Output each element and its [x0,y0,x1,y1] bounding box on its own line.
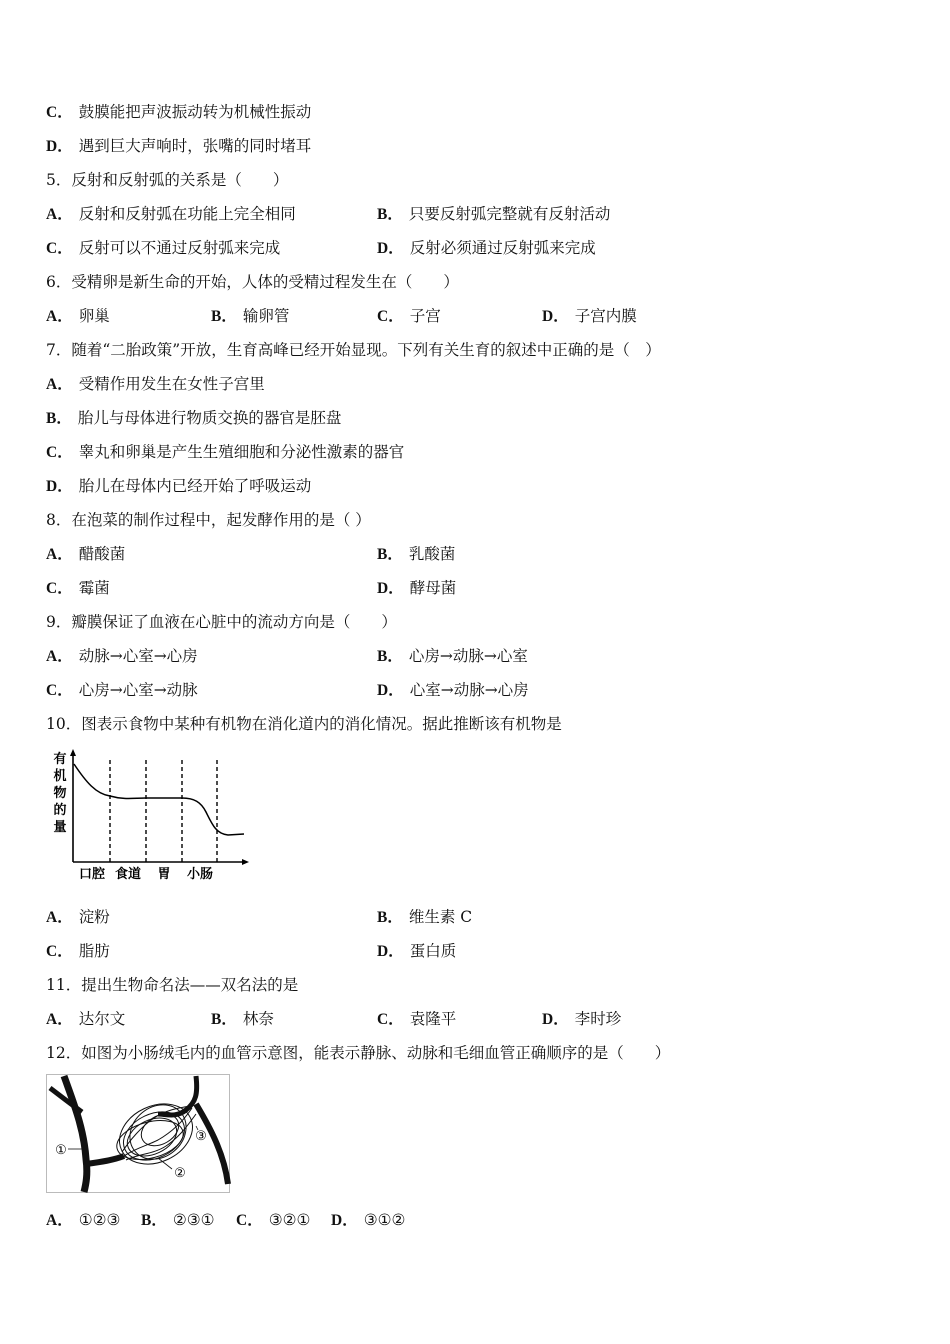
option-letter: B． [377,206,403,223]
ylabel-char: 的 [53,803,67,818]
q10-option-c[interactable] [46,941,110,962]
ylabel-char: 量 [53,820,67,835]
q10-option-a[interactable] [46,907,110,928]
option-text: 心房→心室→动脉 [78,681,198,699]
option-letter: C． [46,444,73,461]
option-letter: D． [542,308,569,325]
option-text: 蛋白质 [409,942,457,960]
option-letter: A． [46,1212,73,1229]
xlabel: 食道 [114,867,142,882]
q10-option-d[interactable] [377,941,456,962]
option-letter: A． [46,206,73,223]
option-letter: C． [377,1011,404,1028]
option-letter: C． [236,1212,263,1229]
q4-option-d[interactable] [46,136,311,157]
xlabel: 口腔 [78,867,106,882]
villus-vessels-figure [46,1074,231,1194]
option-text: 乳酸菌 [408,545,456,563]
option-letter: B． [377,648,403,665]
option-letter: D． [542,1011,569,1028]
option-text: 淀粉 [78,908,110,926]
option-text: 维生素 C [408,908,473,926]
option-text: 心房→动脉→心室 [408,647,528,665]
option-letter: C． [46,240,73,257]
option-text: 心室→动脉→心房 [409,681,529,699]
q8-stem: 8．在泡菜的制作过程中，起发酵作用的是（ ） [46,511,371,529]
option-letter: D． [331,1212,358,1229]
digestion-graph-figure [46,748,256,888]
q9-option-b[interactable] [377,646,528,667]
ylabel-char: 物 [53,786,67,801]
option-text: 酵母菌 [409,579,457,597]
option-letter: B． [141,1212,167,1229]
option-letter: A． [46,1011,73,1028]
q12-option-d[interactable] [331,1210,405,1231]
q7-stem: 7．随着“二胎政策”开放，生育高峰已经开始显现。下列有关生育的叙述中正确的是（ ） [46,341,661,359]
option-text: 胎儿在母体内已经开始了呼吸运动 [78,477,312,495]
option-text: 脂肪 [78,942,110,960]
q6-option-b[interactable] [211,306,289,327]
option-letter: B． [46,410,72,427]
option-text: 鼓膜能把声波振动转为机械性振动 [78,103,312,121]
q8-option-a[interactable] [46,544,125,565]
option-text: 子宫内膜 [574,307,637,325]
q12-option-c[interactable] [236,1210,310,1231]
option-letter: B． [377,909,403,926]
q7-option-c[interactable] [46,442,404,463]
option-letter: D． [377,943,404,960]
option-text: 醋酸菌 [78,545,126,563]
option-text: 霉菌 [78,579,110,597]
q10-option-b[interactable] [377,907,472,928]
option-letter: D． [377,682,404,699]
q11-option-b[interactable] [211,1009,274,1030]
q7-option-b[interactable] [46,408,341,429]
label-2: ② [174,1166,186,1181]
option-text: 胎儿与母体进行物质交换的器官是胚盘 [77,409,342,427]
option-text: 李时珍 [574,1010,622,1028]
q5-option-a[interactable] [46,204,296,225]
option-letter: A． [46,376,73,393]
q8-option-b[interactable] [377,544,455,565]
q12-option-a[interactable] [46,1210,120,1231]
option-text: 动脉→心室→心房 [78,647,198,665]
q12-option-b[interactable] [141,1210,215,1231]
option-letter: D． [377,240,404,257]
xlabel: 胃 [157,867,171,882]
option-text: 睾丸和卵巢是产生生殖细胞和分泌性激素的器官 [78,443,405,461]
q11-option-d[interactable] [542,1009,621,1030]
option-text: 卵巢 [78,307,110,325]
option-text: 子宫 [409,307,441,325]
q5-stem: 5．反射和反射弧的关系是（ ） [46,171,289,189]
option-letter: A． [46,308,73,325]
q9-stem: 9．瓣膜保证了血液在心脏中的流动方向是（ ） [46,613,397,631]
ylabel-char: 有 [53,752,67,767]
q8-option-c[interactable] [46,578,110,599]
q10-stem: 10．图表示食物中某种有机物在消化道内的消化情况。据此推断该有机物是 [46,715,562,733]
q9-option-d[interactable] [377,680,529,701]
option-letter: D． [46,478,73,495]
q6-option-c[interactable] [377,306,441,327]
q12-stem: 12．如图为小肠绒毛内的血管示意图，能表示静脉、动脉和毛细血管正确顺序的是（ ） [46,1044,671,1062]
xlabel: 小肠 [186,867,214,882]
option-letter: C． [46,943,73,960]
q6-option-d[interactable] [542,306,637,327]
option-letter: C． [46,104,73,121]
option-text: 反射可以不通过反射弧来完成 [78,239,281,257]
option-text: ②③① [172,1211,215,1229]
option-text: 遇到巨大声响时，张嘴的同时堵耳 [78,137,312,155]
option-text: 达尔文 [78,1010,126,1028]
label-1: ① [55,1143,67,1158]
option-text: 只要反射弧完整就有反射活动 [408,205,611,223]
q11-option-a[interactable] [46,1009,125,1030]
option-text: 反射和反射弧在功能上完全相同 [78,205,296,223]
y-axis-arrow [70,749,76,756]
option-text: ③②① [268,1211,311,1229]
option-letter: C． [46,580,73,597]
option-letter: B． [211,308,237,325]
option-text: 受精作用发生在女性子宫里 [78,375,265,393]
option-text: 反射必须通过反射弧来完成 [409,239,596,257]
label-3: ③ [195,1129,207,1144]
q5-option-b[interactable] [377,204,610,225]
option-text: 林奈 [242,1010,274,1028]
option-letter: A． [46,546,73,563]
x-axis-arrow [242,859,249,865]
option-text: ③①② [363,1211,406,1229]
ylabel-char: 机 [53,769,67,784]
option-letter: C． [377,308,404,325]
q11-stem: 11．提出生物命名法——双名法的是 [46,976,299,994]
option-letter: A． [46,648,73,665]
option-letter: D． [46,138,73,155]
option-letter: B． [377,546,403,563]
q5-option-d[interactable] [377,238,596,259]
q9-option-c[interactable] [46,680,198,701]
q6-option-a[interactable] [46,306,110,327]
q7-option-d[interactable] [46,476,311,497]
option-letter: A． [46,909,73,926]
q7-option-a[interactable] [46,374,265,395]
option-text: 袁隆平 [409,1010,457,1028]
option-letter: B． [211,1011,237,1028]
option-text: ①②③ [78,1211,121,1229]
digestion-curve [74,764,244,835]
option-letter: C． [46,682,73,699]
q6-stem: 6．受精卵是新生命的开始，人体的受精过程发生在（ ） [46,273,459,291]
q8-option-d[interactable] [377,578,456,599]
q5-option-c[interactable] [46,238,280,259]
option-text: 输卵管 [242,307,290,325]
q9-option-a[interactable] [46,646,198,667]
q11-option-c[interactable] [377,1009,456,1030]
q4-option-c[interactable] [46,102,311,123]
option-letter: D． [377,580,404,597]
